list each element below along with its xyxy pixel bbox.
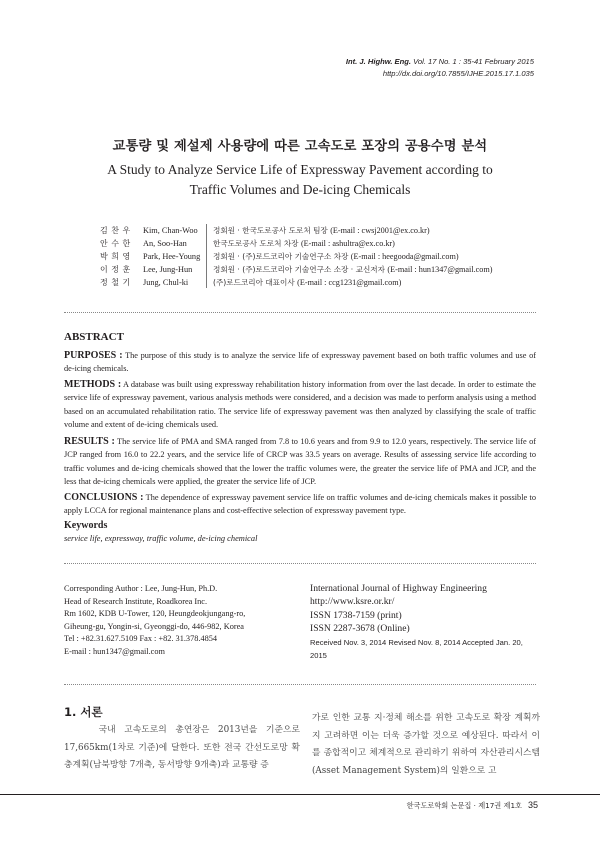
purposes-text: The purpose of this study is to analyze the service life of expressway pavement based on both traffic volumes and use of de-icing chemicals. [64, 351, 536, 374]
methods-label: METHODS : [64, 379, 122, 390]
abstract-results [64, 435, 536, 489]
footer-journal: 한국도로학회 논문집 · 제17권 제1호 [406, 801, 522, 810]
author-affiliation-text: 한국도로공사 도로처 차장 [213, 239, 299, 248]
author-name-english: Lee, Jung-Hun [143, 265, 193, 274]
footer-rule [0, 794, 600, 795]
author-affiliation-text: 정회원 · 한국도로공사 도로처 팀장 [213, 226, 328, 235]
journal-info-block [310, 582, 540, 662]
doi-link[interactable]: http://dx.doi.org/10.7855/IJHE.2015.17.1.035 [382, 69, 534, 78]
author-affiliation [213, 237, 395, 251]
author-name-korean: 정 철 기 [100, 278, 131, 287]
author-name-english: Jung, Chul-ki [143, 278, 189, 287]
journal-citation [346, 56, 534, 67]
section-divider [64, 312, 536, 313]
corr-line: Giheung-gu, Yongin-si, Gyeonggi-do, 446-982, Korea [64, 621, 244, 631]
author-divider [206, 224, 207, 288]
author-name-korean: 안 수 한 [100, 239, 131, 248]
author-name-english: An, Soo-Han [143, 239, 187, 248]
section-divider [64, 684, 536, 685]
submission-dates: Received Nov. 3, 2014 Revised Nov. 8, 2014 Accepted Jan. 20, 2015 [310, 637, 523, 661]
corr-line: Rm 1602, KDB U-Tower, 120, Heungdeokjungang-ro, [64, 609, 246, 619]
paper-title-english-line2: Traffic Volumes and De-icing Chemicals [189, 182, 411, 197]
journal-volume-pages: Vol. 17 No. 1 : 35-41 February 2015 [411, 57, 534, 66]
journal-abbrev: Int. J. Highw. Eng. [345, 57, 412, 66]
author-email[interactable]: (E-mail : ashultra@ex.co.kr) [300, 239, 395, 248]
paper-title-english-line1: A Study to Analyze Service Life of Expressway Pavement according to [107, 162, 493, 177]
intro-right-column: 가로 인한 교통 지·정체 해소를 위한 고속도로 확장 계획까지 고려하면 이는 더욱 증가할 것으로 예상된다. 따라서 이를 종합적이고 체계적으로 관리하기 위하여 자산관리시스템(Asset Management System)의 일환으로 고 [312, 713, 540, 776]
keywords-list: service life, expressway, traffic volume, de-icing chemical [64, 534, 258, 543]
abstract-methods [64, 378, 536, 432]
abstract-heading: ABSTRACT [64, 331, 124, 343]
issn-print: ISSN 1738-7159 (print) [310, 609, 402, 621]
author-name-korean: 이 정 훈 [100, 265, 131, 274]
author-affiliation-text: 정회원 · (주)로드코리아 기술연구소 차장 [213, 252, 349, 261]
journal-url[interactable]: http://www.ksre.or.kr/ [310, 596, 395, 608]
author-affiliation [213, 263, 492, 277]
author-name-korean: 박 희 영 [100, 252, 131, 261]
author-email[interactable]: (E-mail : ccg1231@gmail.com) [297, 278, 402, 287]
author-affiliation [213, 224, 430, 238]
corresponding-author-block [64, 583, 304, 659]
purposes-label: PURPOSES : [64, 350, 123, 361]
author-email[interactable]: (E-mail : cwsj2001@ex.co.kr) [330, 226, 430, 235]
author-affiliation-text: (주)로드코리아 대표이사 [213, 278, 295, 287]
author-affiliation [213, 276, 401, 290]
section-heading-introduction: 1. 서론 [64, 705, 103, 719]
author-affiliation-text: 정회원 · (주)로드코리아 기술연구소 소장 · 교신저자 [213, 265, 385, 274]
page-footer [407, 800, 538, 811]
corr-line: Head of Research Institute, Roadkorea Inc. [64, 596, 208, 606]
paper-title-korean: 교통량 및 제설제 사용량에 따른 고속도로 포장의 공용수명 분석 [112, 139, 488, 154]
author-name-korean: 김 찬 우 [100, 226, 131, 235]
corr-email[interactable]: E-mail : hun1347@gmail.com [64, 646, 165, 656]
corr-line: Tel : +82.31.627.5109 Fax : +82. 31.378.4854 [64, 634, 218, 644]
author-affiliation [213, 250, 459, 264]
author-name-english: Kim, Chan-Woo [143, 226, 198, 235]
results-text: The service life of PMA and SMA ranged from 7.8 to 10.6 years and from 9.9 to 12.0 years, respectively. The service life of JCP ranged from 16.0 to 22.2 years, and the service life of CRCP was 33.5 years on average. Results of assessing service life according to traffic volumes and de-icing chemicals showed that the lower the traffic volumes were, the greater the service life of PMA and JCP, and the less that de-icing chemicals were applied, the greater the service life of JCP. [64, 437, 536, 487]
methods-text: A database was built using expressway rehabilitation history information from over the last decade. In order to estimate the service life of expressway pavement, various analysis methods were considered, and a decision was made to perform analysis using a method based on an accumulated rehabilitation ratio. The service life of expressway pavement was then analyzed by classifying the scale of traffic volume and extent of de-icing chemicals used. [64, 380, 536, 430]
intro-left-column: 국내 고속도로의 총연장은 2013년을 기준으로 17,665km(1차로 기준)에 달한다. 또한 전국 간선도로망 확충계획(남북방향 7개축, 동서방향 9개축)과 교통량 증 [64, 725, 303, 771]
author-email[interactable]: (E-mail : hun1347@gmail.com) [387, 265, 493, 274]
abstract-purposes [64, 349, 536, 376]
abstract-conclusions [64, 491, 536, 518]
author-name-english: Park, Hee-Young [143, 252, 201, 261]
author-email[interactable]: (E-mail : heegooda@gmail.com) [350, 252, 459, 261]
journal-name: International Journal of Highway Engineering [310, 583, 487, 594]
conclusions-label: CONCLUSIONS : [64, 492, 144, 503]
page-number: 35 [527, 800, 538, 810]
section-divider [64, 563, 536, 564]
keywords-heading: Keywords [64, 520, 108, 531]
conclusions-text: The dependence of expressway pavement service life on traffic volumes and de-icing chemicals makes it possible to apply LCCA for regional maintenance plans and cost-effective selection of expressway pavement type. [64, 493, 536, 516]
corr-line: Corresponding Author : Lee, Jung-Hun, Ph.D. [64, 584, 218, 593]
results-label: RESULTS : [64, 436, 115, 447]
issn-online: ISSN 2287-3678 (Online) [310, 623, 410, 635]
